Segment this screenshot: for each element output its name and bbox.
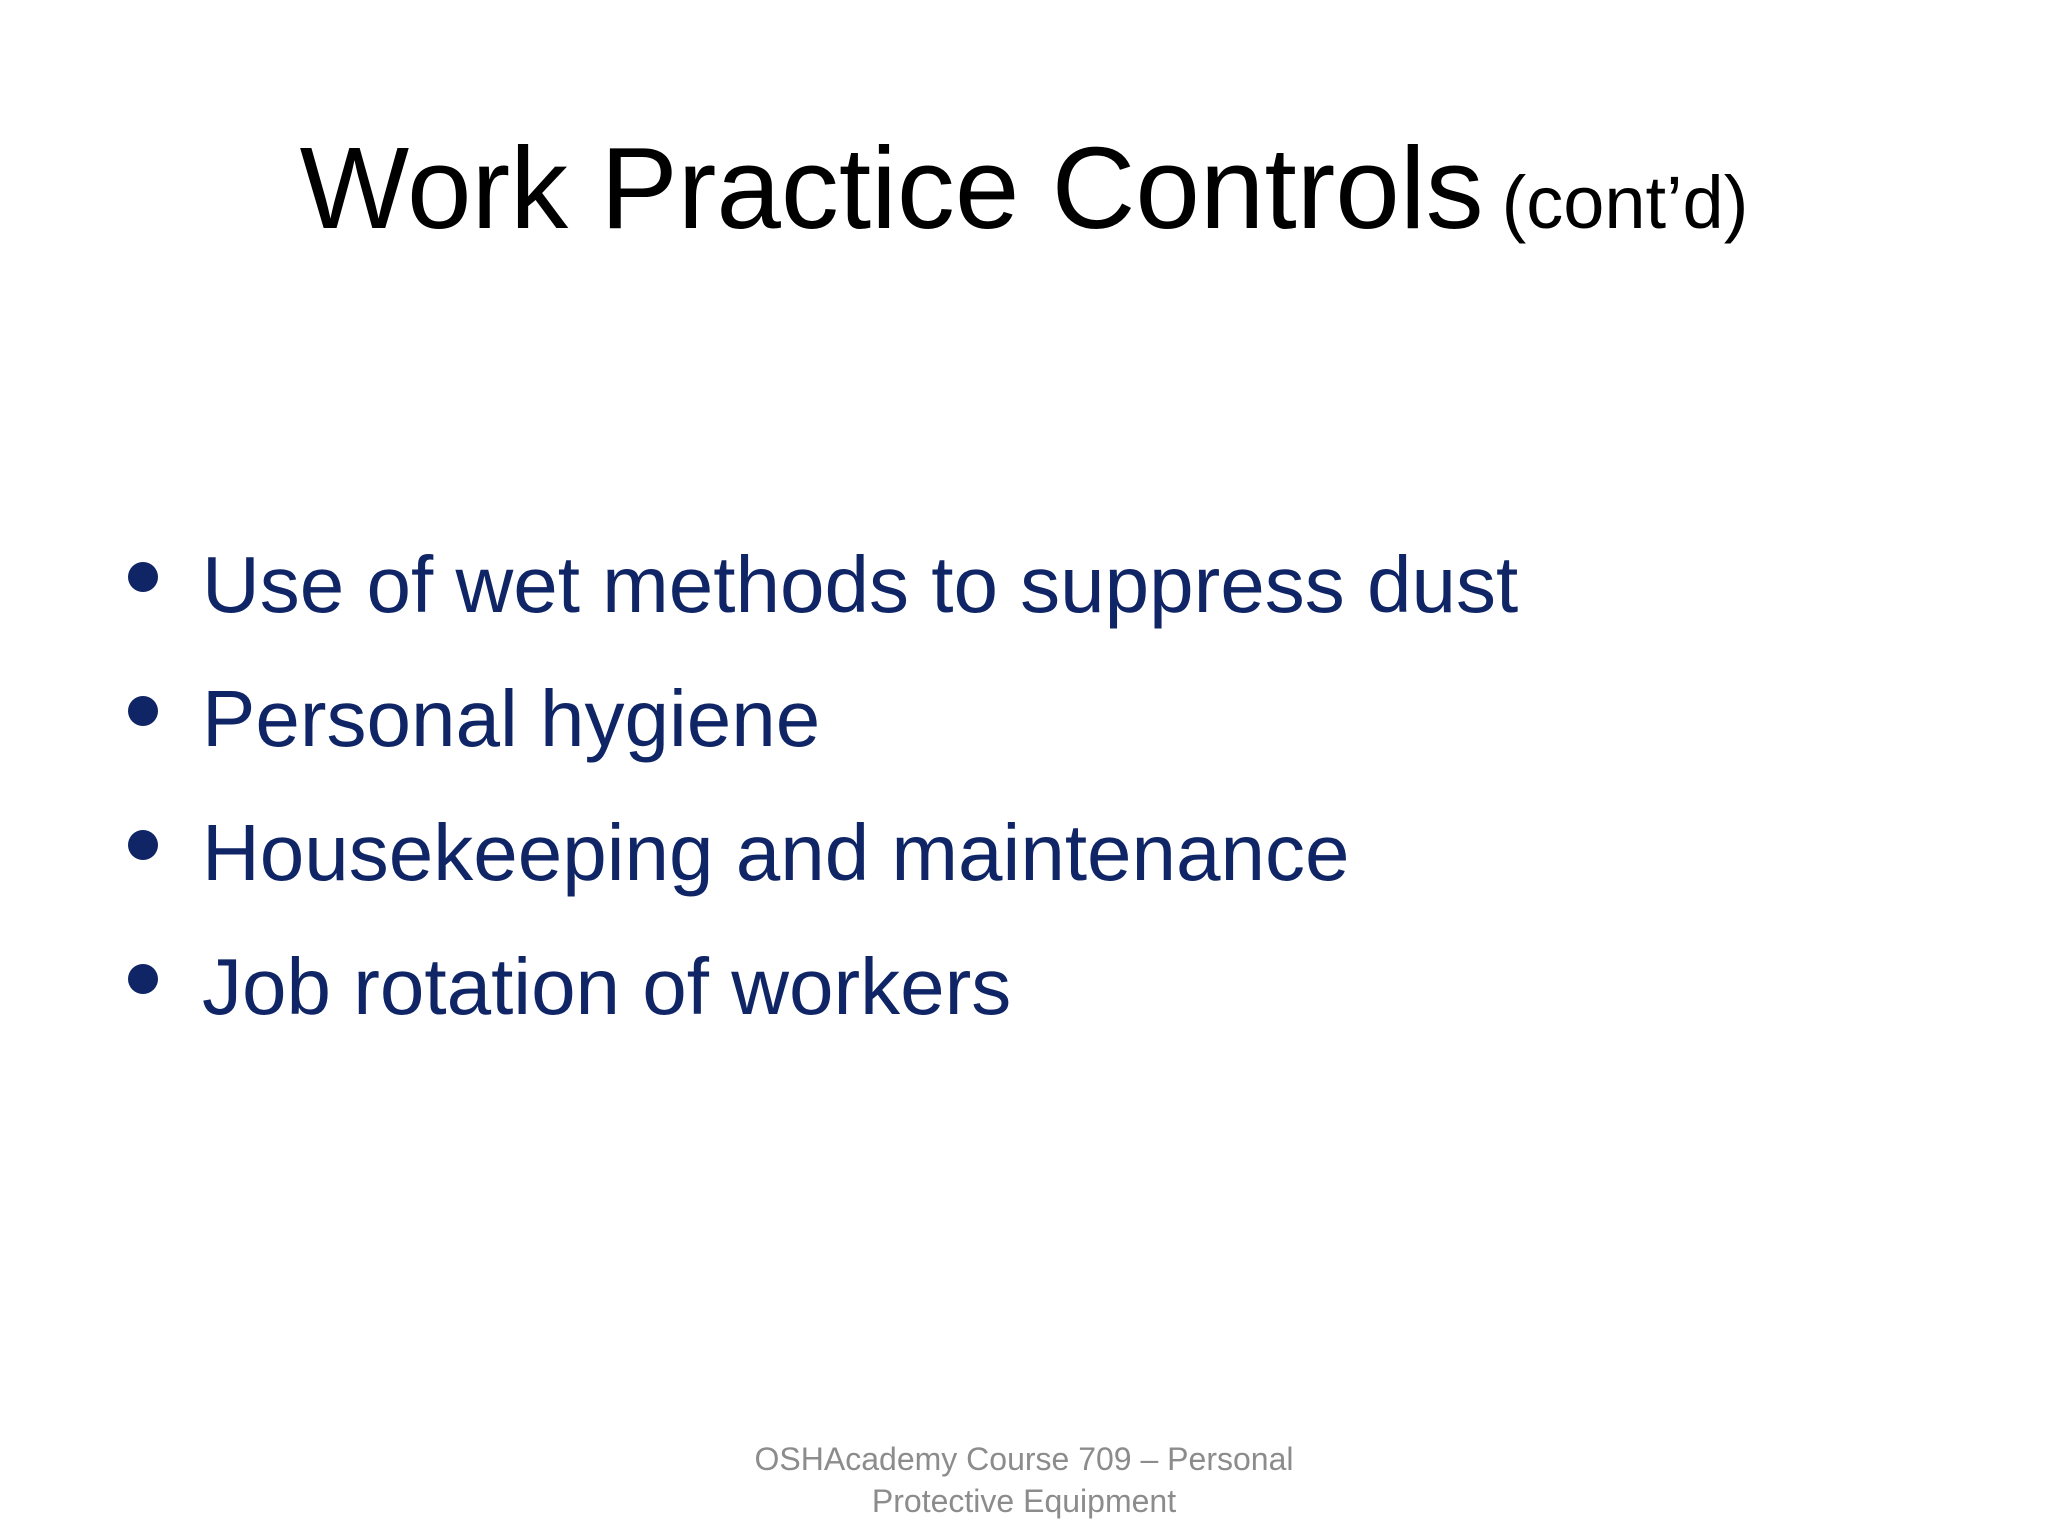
footer-line-1: OSHAcademy Course 709 – Personal [754, 1441, 1294, 1477]
slide-footer [0, 1438, 2048, 1522]
bullet-list [128, 518, 1518, 1054]
slide-title-suffix: (cont’d) [1501, 161, 1749, 244]
slide-title [0, 123, 2048, 253]
bullet-text: Housekeeping and maintenance [202, 808, 1350, 897]
footer-line-2: Protective Equipment [871, 1483, 1177, 1519]
bullet-icon [128, 696, 158, 726]
bullet-icon [128, 830, 158, 860]
bullet-text: Job rotation of workers [202, 942, 1012, 1031]
bullet-text: Personal hygiene [202, 674, 821, 763]
bullet-item [128, 652, 1518, 786]
bullet-item [128, 786, 1518, 920]
bullet-icon [128, 562, 158, 592]
bullet-icon [128, 964, 158, 994]
bullet-text: Use of wet methods to suppress dust [202, 540, 1519, 629]
bullet-item [128, 920, 1518, 1054]
bullet-item [128, 518, 1518, 652]
slide-title-main: Work Practice Controls [299, 123, 1484, 253]
